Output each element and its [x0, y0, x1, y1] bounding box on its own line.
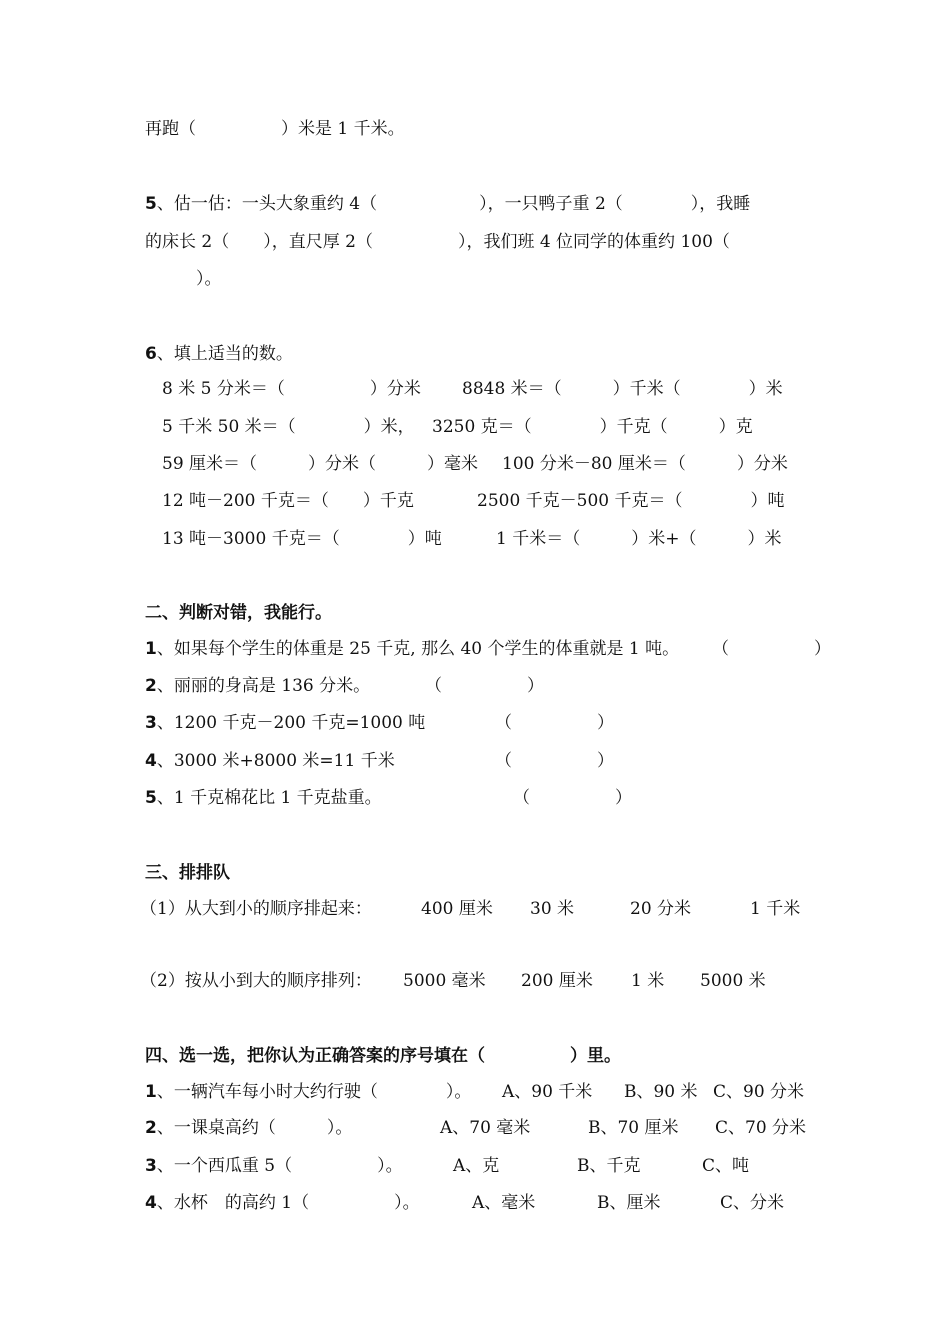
s3-q1-item4: 1 千米	[750, 899, 801, 919]
s2-item3-blank[interactable]: （ ）	[495, 713, 614, 733]
s2-item3	[145, 712, 425, 734]
s2-item1-number: 1	[145, 639, 157, 659]
s4-item3-text: 、一个西瓜重 5（ ）。	[156, 1156, 403, 1176]
s2-item2-number: 2	[145, 676, 157, 696]
s2-item4	[145, 750, 395, 772]
s2-item4-text: 、3000 米+8000 米=11 千米	[156, 751, 395, 771]
s4-item1-option-b: B、90 米	[624, 1082, 698, 1102]
q4-tail-text: 再跑（ ）米是 1 千米。	[145, 119, 405, 139]
s4-item4-option-c: C、分米	[720, 1193, 785, 1213]
q6-row5-right: 1 千米＝（ ）米+（ ）米	[496, 529, 782, 549]
s4-item1-number: 1	[145, 1082, 157, 1102]
q5-line1	[145, 193, 750, 215]
s4-item2-option-b: B、70 厘米	[588, 1118, 679, 1138]
s3-q1-item3: 20 分米	[630, 899, 692, 919]
s3-q2-label: （2）按从小到大的顺序排列：	[140, 971, 372, 991]
q5-number: 5	[145, 194, 157, 214]
section4-title: 四、选一选，把你认为正确答案的序号填在（ ）里。	[145, 1046, 621, 1066]
q6-row4-left: 12 吨－200 千克＝（ ）千克	[162, 491, 414, 511]
q5-line1-text: 、估一估：一头大象重约 4（ ），一只鸭子重 2（ ），我睡	[156, 194, 751, 214]
q6-row2-left: 5 千米 50 米＝（ ）米，	[162, 417, 415, 437]
s3-q2-item3: 1 米	[631, 971, 665, 991]
s4-item3-stem	[145, 1155, 403, 1177]
s4-item3-option-b: B、千克	[577, 1156, 641, 1176]
s3-q1-item2: 30 米	[530, 899, 575, 919]
s3-q2-item1: 5000 毫米	[403, 971, 486, 991]
s2-item2-blank[interactable]: （ ）	[425, 676, 544, 696]
q6-title-text: 、填上适当的数。	[156, 344, 293, 364]
s4-item4-option-b: B、厘米	[597, 1193, 661, 1213]
s2-item5	[145, 787, 382, 809]
s4-item2-number: 2	[145, 1118, 157, 1138]
section3-title: 三、排排队	[145, 863, 230, 883]
q6-title	[145, 343, 293, 365]
q6-row5-left: 13 吨－3000 千克＝（ ）吨	[162, 529, 442, 549]
q6-row3-right: 100 分米－80 厘米＝（ ）分米	[502, 454, 788, 474]
s3-q1-item1: 400 厘米	[421, 899, 493, 919]
s4-item4-number: 4	[145, 1193, 157, 1213]
s3-q1-label: （1）从大到小的顺序排起来：	[140, 899, 372, 919]
s4-item1-option-c: C、90 分米	[713, 1082, 805, 1102]
s4-item3-number: 3	[145, 1156, 157, 1176]
q6-row3-left: 59 厘米＝（ ）分米（ ）毫米	[162, 454, 479, 474]
s4-item4-text: 、水杯 的高约 1（ ）。	[156, 1193, 420, 1213]
s3-q2-item2: 200 厘米	[521, 971, 593, 991]
s3-q2-item4: 5000 米	[700, 971, 766, 991]
q6-row2-right: 3250 克＝（ ）千克（ ）克	[432, 417, 753, 437]
s2-item5-number: 5	[145, 788, 157, 808]
s4-item4-option-a: A、毫米	[472, 1193, 536, 1213]
s2-item1	[145, 638, 679, 660]
s4-item1-text: 、一辆汽车每小时大约行驶（ ）。	[156, 1082, 472, 1102]
s4-item3-option-a: A、克	[453, 1156, 500, 1176]
s2-item4-number: 4	[145, 751, 157, 771]
section2-title: 二、判断对错，我能行。	[145, 603, 332, 623]
s2-item3-number: 3	[145, 713, 157, 733]
s2-item5-text: 、1 千克棉花比 1 千克盐重。	[156, 788, 382, 808]
s4-item1-option-a: A、90 千米	[502, 1082, 593, 1102]
s2-item2	[145, 675, 370, 697]
s2-item5-blank[interactable]: （ ）	[513, 788, 632, 808]
s4-item2-text: 、一课桌高约（ ）。	[156, 1118, 353, 1138]
s4-item2-stem	[145, 1117, 352, 1139]
q6-row1-right: 8848 米＝（ ）千米（ ）米	[462, 379, 783, 399]
q6-row4-right: 2500 千克－500 千克＝（ ）吨	[477, 491, 785, 511]
s4-item4-stem	[145, 1192, 420, 1214]
q6-row1-left: 8 米 5 分米＝（ ）分米	[162, 379, 421, 399]
s4-item1-stem	[145, 1081, 471, 1103]
s4-item2-option-c: C、70 分米	[715, 1118, 807, 1138]
q5-line3: ）。	[145, 269, 222, 289]
q5-line2: 的床长 2（ ），直尺厚 2（ ），我们班 4 位同学的体重约 100（	[145, 232, 730, 252]
s2-item2-text: 、丽丽的身高是 136 分米。	[156, 676, 371, 696]
s2-item1-blank[interactable]: （ ）	[712, 639, 831, 659]
s2-item3-text: 、1200 千克－200 千克=1000 吨	[156, 713, 426, 733]
s2-item4-blank[interactable]: （ ）	[495, 751, 614, 771]
s2-item1-text: 、如果每个学生的体重是 25 千克, 那么 40 个学生的体重就是 1 吨。	[156, 639, 680, 659]
s4-item3-option-c: C、吨	[702, 1156, 750, 1176]
q6-number: 6	[145, 344, 157, 364]
s4-item2-option-a: A、70 毫米	[440, 1118, 531, 1138]
